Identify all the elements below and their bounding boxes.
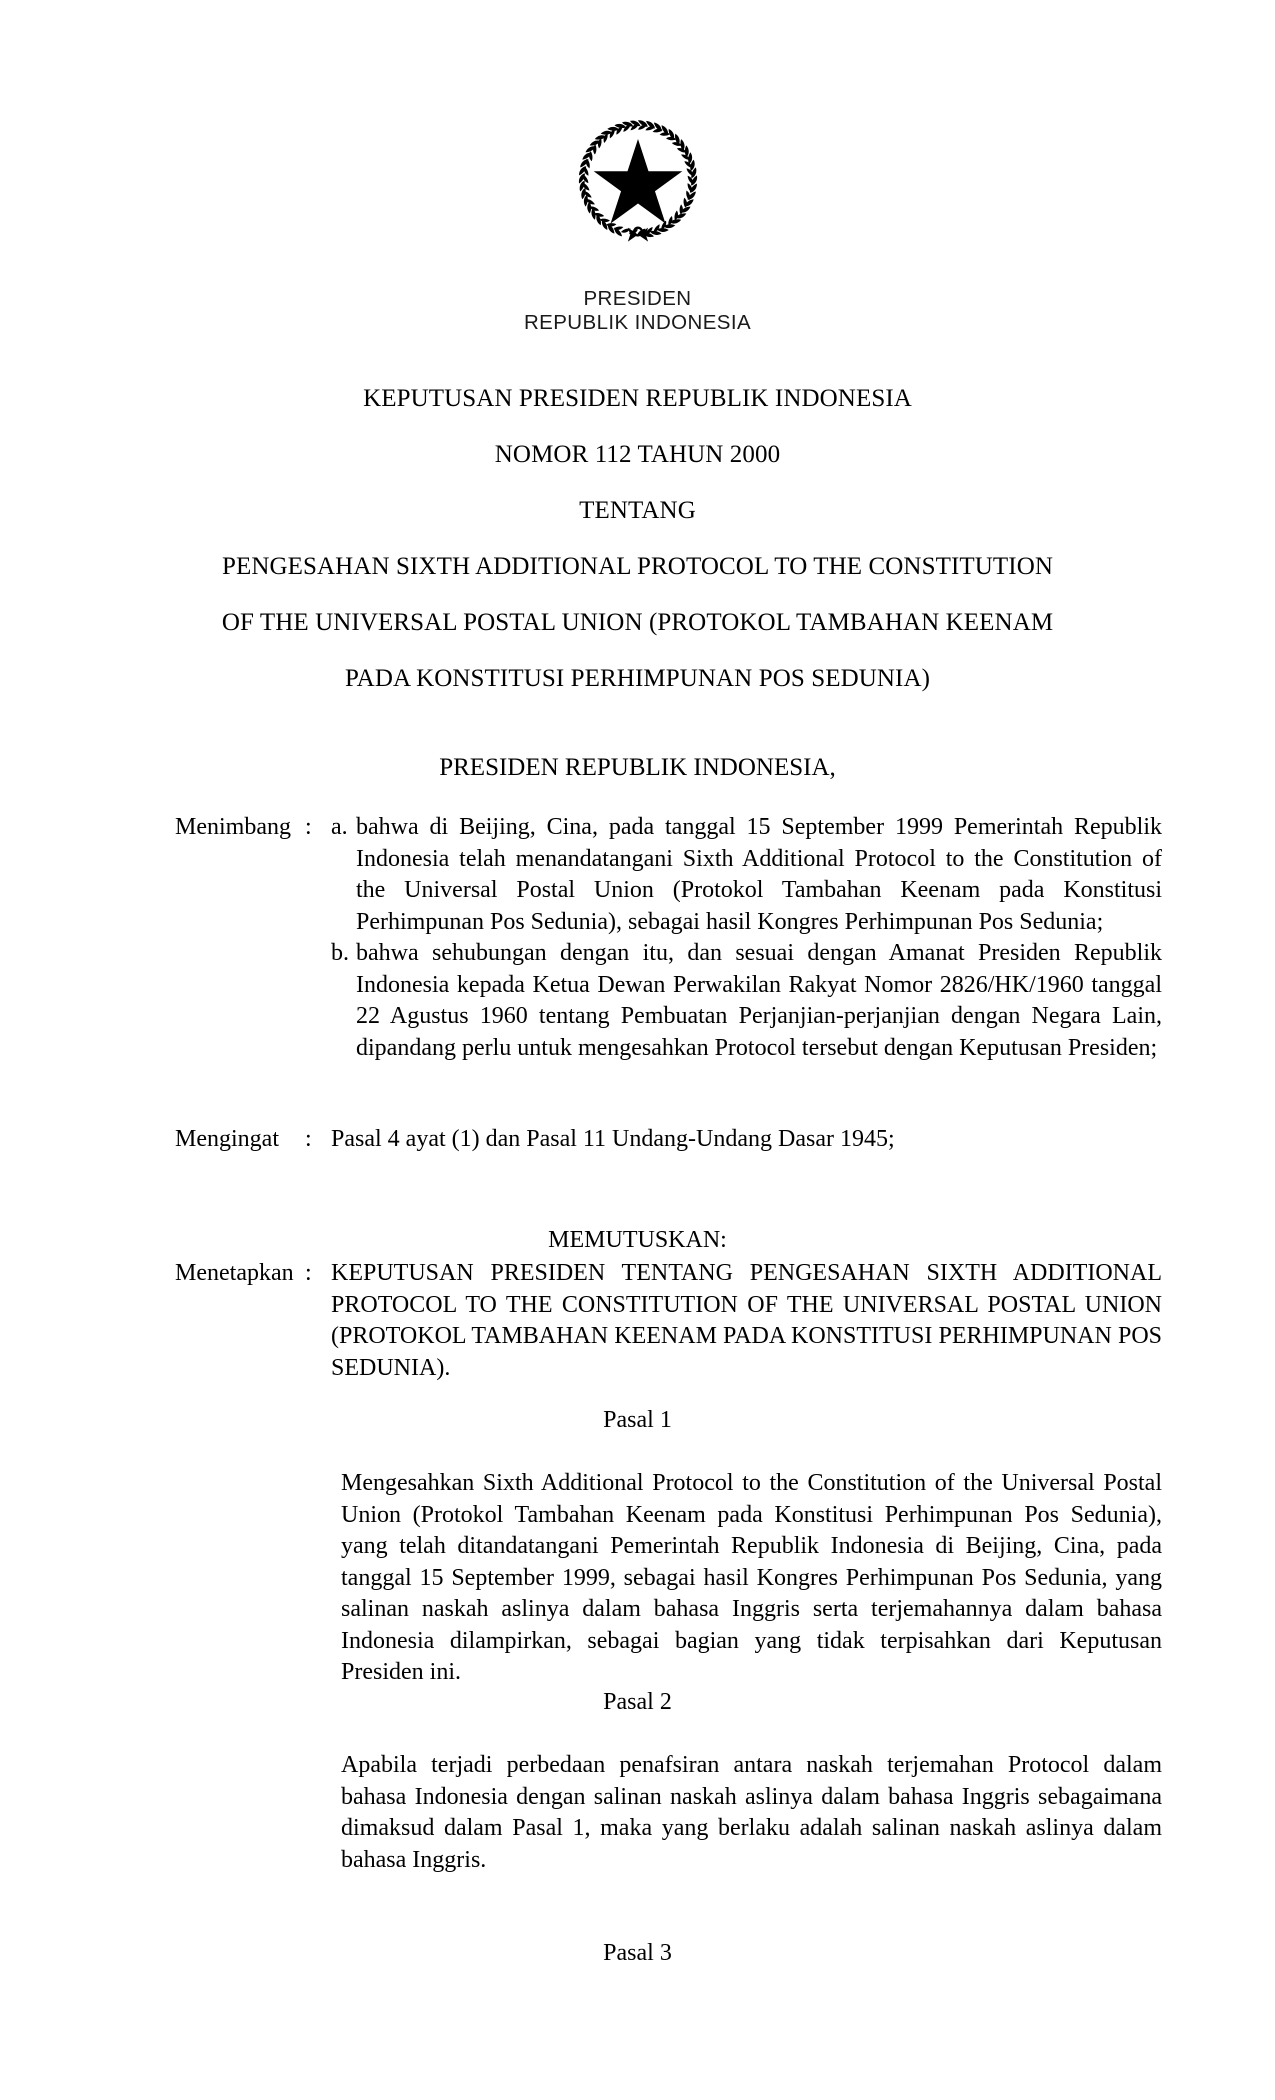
pasal-2-body: Apabila terjadi perbedaan penafsiran antara naskah terjemahan Protocol dalam bahasa Indonesia dengan salinan naskah aslinya dalam bahasa Inggris sebagaimana dimaksud dalam Pasal 1, maka yang berlaku adalah salinan naskah aslinya dalam bahasa Inggris. [341, 1752, 1162, 1873]
clause-mengingat-colon: : [305, 1126, 312, 1152]
clause-menetapkan-colon: : [305, 1260, 312, 1286]
menimbang-item-a-text: bahwa di Beijing, Cina, pada tanggal 15 September 1999 Pemerintah Republik Indonesia telah menandatangani Sixth Additional Protocol to the Constitution of the Universal Postal Union (Protokol Tambahan Keenam pada Konstitusi Perhimpunan Pos Sedunia), sebagai hasil Kongres Perhimpunan Pos Sedunia; [356, 814, 1162, 935]
title-line-5: OF THE UNIVERSAL POSTAL UNION (PROTOKOL TAMBAHAN KEENAM [221, 609, 1054, 636]
emblem-container [0, 104, 1275, 244]
clause-menimbang-body [331, 812, 1162, 1064]
title-line-3-tentang: TENTANG [579, 497, 696, 524]
pasal-1-heading: Pasal 1 [603, 1407, 672, 1433]
clause-mengingat-text: Pasal 4 ayat (1) dan Pasal 11 Undang-Undang Dasar 1945; [331, 1126, 895, 1152]
menimbang-item-b-text: bahwa sehubungan dengan itu, dan sesuai dengan Amanat Presiden Republik Indonesia kepada Ketua Dewan Perwakilan Rakyat Nomor 2826/HK/1960 tanggal 22 Agustus 1960 tentang Pembuatan Perjanjian-perjanjian dengan Negara Lain, dipandang perlu untuk mengesahkan Protocol tersebut dengan Keputusan Presiden; [356, 940, 1162, 1061]
emblem-caption-line-1: PRESIDEN [583, 287, 692, 310]
title-line-1: KEPUTUSAN PRESIDEN REPUBLIK INDONESIA [363, 385, 912, 412]
title-line-4: PENGESAHAN SIXTH ADDITIONAL PROTOCOL TO THE CONSTITUTION [221, 553, 1054, 580]
menimbang-item-b [331, 938, 1162, 1064]
preamble-heading: PRESIDEN REPUBLIK INDONESIA, [439, 754, 836, 781]
menimbang-item-a [331, 812, 1162, 938]
pasal-2-heading: Pasal 2 [603, 1689, 672, 1715]
star-shape [593, 139, 682, 224]
menimbang-item-a-marker: a. [331, 814, 348, 840]
emblem-caption-line-2: REPUBLIK INDONESIA [523, 311, 752, 334]
memutuskan-heading: MEMUTUSKAN: [548, 1227, 727, 1253]
pasal-1-body: Mengesahkan Sixth Additional Protocol to the Constitution of the Universal Postal Union (Protokol Tambahan Keenam pada Konstitusi Perhimpunan Pos Sedunia), yang telah ditandatangani Pemerintah Republik Indonesia di Beijing, Cina, pada tanggal 15 September 1999, sebagai hasil Kongres Perhimpunan Pos Sedunia, yang salinan naskah aslinya dalam bahasa Inggris serta terjemahannya dalam bahasa Indonesia dilampirkan, sebagai bagian yang tidak terpisahkan dari Keputusan Presiden ini. [341, 1470, 1162, 1685]
title-line-6: PADA KONSTITUSI PERHIMPUNAN POS SEDUNIA) [344, 665, 931, 692]
menimbang-item-b-marker: b. [331, 940, 349, 966]
pasal-3-heading: Pasal 3 [603, 1940, 672, 1966]
clause-menimbang-colon: : [305, 814, 312, 840]
clause-mengingat [175, 1124, 1162, 1156]
garuda-star-wreath-emblem [558, 104, 718, 244]
clause-menimbang-label: Menimbang [175, 814, 291, 840]
clause-menetapkan-text: KEPUTUSAN PRESIDEN TENTANG PENGESAHAN SIXTH ADDITIONAL PROTOCOL TO THE CONSTITUTION OF THE UNIVERSAL POSTAL UNION (PROTOKOL TAMBAHAN KEENAM PADA KONSTITUSI PERHIMPUNAN POS SEDUNIA). [331, 1260, 1162, 1381]
emblem-caption [0, 287, 1275, 335]
clause-menetapkan [175, 1258, 1162, 1416]
clause-menetapkan-label: Menetapkan [175, 1260, 294, 1286]
clause-mengingat-label: Mengingat [175, 1126, 279, 1152]
title-line-2-number: NOMOR 112 TAHUN 2000 [494, 441, 781, 468]
clause-menimbang [175, 812, 1162, 1064]
document-title-block [110, 384, 1165, 694]
